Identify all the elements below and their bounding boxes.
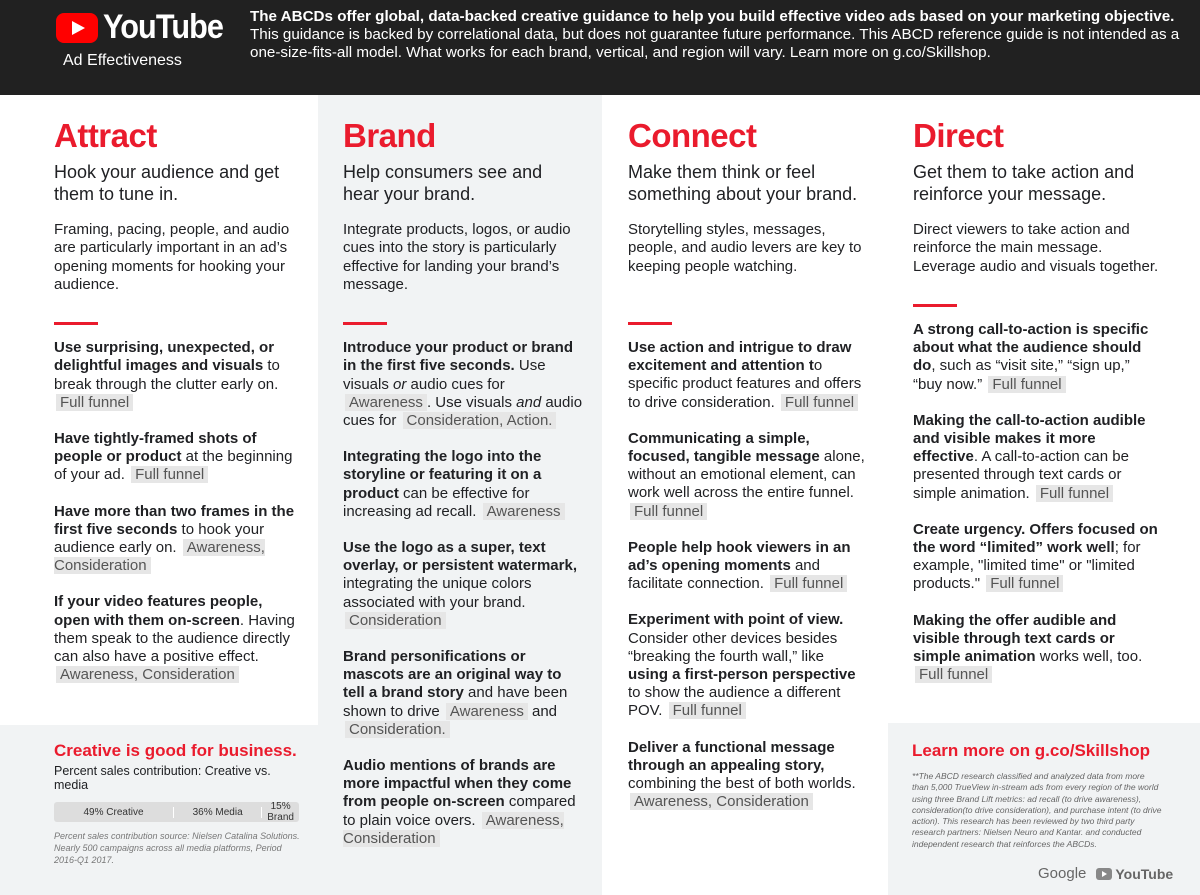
learn-more-link[interactable]: Learn more on g.co/Skillshop bbox=[912, 741, 1151, 760]
direct-tip: A strong call-to-action is specific about what the audience should do, such as “visit site,” “sign up,” “buy now.” Full funnel bbox=[913, 320, 1149, 393]
brand-tip: Brand personifications or mascots are an original way to tell a brand story and have been shown to drive Awareness and Consideration. bbox=[343, 648, 568, 738]
youtube-logo-small: YouTube bbox=[1115, 865, 1174, 882]
divider bbox=[54, 322, 98, 325]
attract-description: Framing, pacing, people, and audio are particularly important in an ad’s opening moments for hooking your audience. bbox=[54, 221, 290, 293]
funnel-tag: Full funnel bbox=[915, 666, 992, 683]
header bbox=[0, 0, 1200, 95]
connect-tip: People help hook viewers in an ad’s opening moments and facilitate connection. Full funnel bbox=[628, 538, 851, 593]
divider bbox=[913, 304, 957, 307]
sales-contribution-bar bbox=[54, 802, 299, 822]
bar-segment-creative: 49% Creative bbox=[54, 807, 174, 818]
divider bbox=[343, 322, 387, 325]
funnel-tag: Awareness, Consideration bbox=[56, 666, 239, 683]
funnel-tag: Awareness, Consideration bbox=[54, 539, 265, 575]
youtube-logo bbox=[56, 8, 236, 47]
column-brand bbox=[318, 95, 602, 895]
funnel-tag: Full funnel bbox=[986, 575, 1063, 592]
funnel-tag: Awareness, Consideration bbox=[343, 811, 564, 847]
funnel-tag: Full funnel bbox=[131, 466, 208, 483]
header-intro bbox=[250, 8, 1180, 62]
business-source-note: Percent sales contribution source: Nielsen Catalina Solutions. Nearly 500 campaigns across all media platforms, Period 2016-Q1 2017. bbox=[54, 831, 300, 865]
funnel-tag: Awareness bbox=[345, 394, 427, 411]
brand-tip: Introduce your product or brand in the first five seconds. Use visuals or audio cues for Awareness . Use visuals and audio cues for Consideration, Action. bbox=[343, 339, 583, 429]
direct-tip: Making the call-to-action audible and visible makes it more effective. A call-to-action can be presented through text cards or simple animation. Full funnel bbox=[913, 411, 1146, 502]
business-title: Creative is good for business. bbox=[54, 741, 297, 760]
attract-tip: Use surprising, unexpected, or delightful images and visuals to break through the clutter early on. Full funnel bbox=[54, 339, 280, 411]
column-direct bbox=[888, 95, 1200, 895]
brand-title: Brand bbox=[343, 117, 436, 154]
business-subtitle: Percent sales contribution: Creative vs. media bbox=[54, 764, 271, 792]
connect-tip: Communicating a simple, focused, tangible message alone, without an emotional element, can work well across the entire funnel. Full funnel bbox=[628, 429, 865, 520]
brand-tip: Audio mentions of brands are more impactful when they come from people on-screen compared to plain voice overs. Awareness, Consideration bbox=[343, 757, 576, 847]
youtube-wordmark: YouTube bbox=[103, 8, 224, 46]
connect-description: Storytelling styles, messages, people, and audio levers are key to keeping people watching. bbox=[628, 221, 862, 275]
connect-tip: Experiment with point of view. Consider other devices besides “breaking the fourth wall,” like using a first-person perspective to show the audience a different POV. Full funnel bbox=[628, 611, 856, 720]
attract-title: Attract bbox=[54, 117, 157, 154]
bar-segment-brand: 15% Brand bbox=[267, 801, 294, 823]
direct-title: Direct bbox=[913, 117, 1004, 154]
brand-subtitle: Help consumers see and hear your brand. bbox=[343, 162, 543, 204]
funnel-tag: Awareness, Consideration bbox=[630, 793, 813, 810]
funnel-tag: Full funnel bbox=[781, 394, 858, 411]
bar-segment-media: 36% Media bbox=[174, 807, 262, 818]
direct-description: Direct viewers to take action and reinforce the main message. Leverage audio and visuals together. bbox=[913, 221, 1159, 275]
brand-tip: Integrating the logo into the storyline or featuring it on a product can be effective for increasing ad recall. Awareness bbox=[343, 448, 583, 521]
divider bbox=[628, 322, 672, 325]
business-block bbox=[54, 741, 304, 866]
brand-description: Integrate products, logos, or audio cues into the story is particularly effective for landing your brand’s message. bbox=[343, 221, 571, 293]
connect-subtitle: Make them think or feel something about your brand. bbox=[628, 162, 858, 204]
header-intro-bold: The ABCDs offer global, data-backed creative guidance to help you build effective video ads based on your marketing objective. bbox=[250, 8, 1175, 25]
column-connect bbox=[602, 95, 888, 895]
research-note: **The ABCD research classified and analyzed data from more than 5,000 TrueView in-stream ads from every region of the world using three Brand Lift metrics: ad recall (to drive awareness), consideration(to drive consideration), and purchase intent (to drive action). This research has been reviewed by two third party research partners: Nielsen Neuro and Kantar. and conducted independent research that reinforces the ABCDs. bbox=[912, 771, 1162, 849]
youtube-play-icon bbox=[56, 13, 98, 43]
funnel-tag: Full funnel bbox=[1036, 485, 1113, 502]
funnel-tag: Consideration bbox=[345, 612, 446, 629]
connect-tip: Deliver a functional message through an appealing story, combining the best of both worlds. Awareness, Consideration bbox=[628, 738, 856, 811]
attract-tip: If your video features people, open with them on-screen. Having them speak to the audience directly can also have a positive effect. Awareness, Consideration bbox=[54, 593, 295, 684]
brand-tip: Use the logo as a super, text overlay, or persistent watermark, integrating the unique colors associated with your brand. Consideration bbox=[343, 539, 577, 629]
connect-tip: Use action and intrigue to draw excitement and attention to specific product features and offers to drive consideration. Full funnel bbox=[628, 338, 862, 411]
funnel-tag: Consideration. bbox=[345, 721, 450, 738]
funnel-tag: Full funnel bbox=[669, 702, 746, 719]
funnel-tag: Awareness bbox=[483, 503, 565, 520]
footer-logos bbox=[1038, 865, 1173, 882]
attract-subtitle: Hook your audience and get them to tune in. bbox=[54, 162, 280, 204]
funnel-tag: Consideration, Action. bbox=[403, 412, 557, 429]
funnel-tag: Awareness bbox=[446, 703, 528, 720]
attract-tip: Have tightly-framed shots of people or product at the beginning of your ad. Full funnel bbox=[54, 430, 293, 484]
attract-tip: Have more than two frames in the first five seconds to hook your audience early on. Awareness, Consideration bbox=[54, 502, 295, 575]
youtube-play-icon bbox=[1096, 868, 1112, 880]
funnel-tag: Full funnel bbox=[988, 376, 1065, 393]
connect-title: Connect bbox=[628, 117, 757, 154]
direct-tip: Create urgency. Offers focused on the word “limited” work well; for example, "limited time" or "limited products." Full funnel bbox=[913, 520, 1158, 593]
header-intro-rest: This guidance is backed by correlational data, but does not guarantee future performance. This ABCD reference guide is not intended as a one-size-fits-all model. What works for each brand, vertical, and region will vary. Learn more on g.co/Skillshop. bbox=[250, 26, 1180, 61]
google-logo: Google bbox=[1038, 865, 1087, 882]
direct-subtitle: Get them to take action and reinforce your message. bbox=[913, 162, 1135, 204]
funnel-tag: Full funnel bbox=[56, 394, 133, 411]
funnel-tag: Full funnel bbox=[770, 575, 847, 592]
column-attract bbox=[0, 95, 318, 895]
header-subtitle: Ad Effectiveness bbox=[63, 52, 182, 69]
funnel-tag: Full funnel bbox=[630, 503, 707, 520]
direct-tip: Making the offer audible and visible through text cards or simple animation works well, too. Full funnel bbox=[913, 611, 1143, 684]
